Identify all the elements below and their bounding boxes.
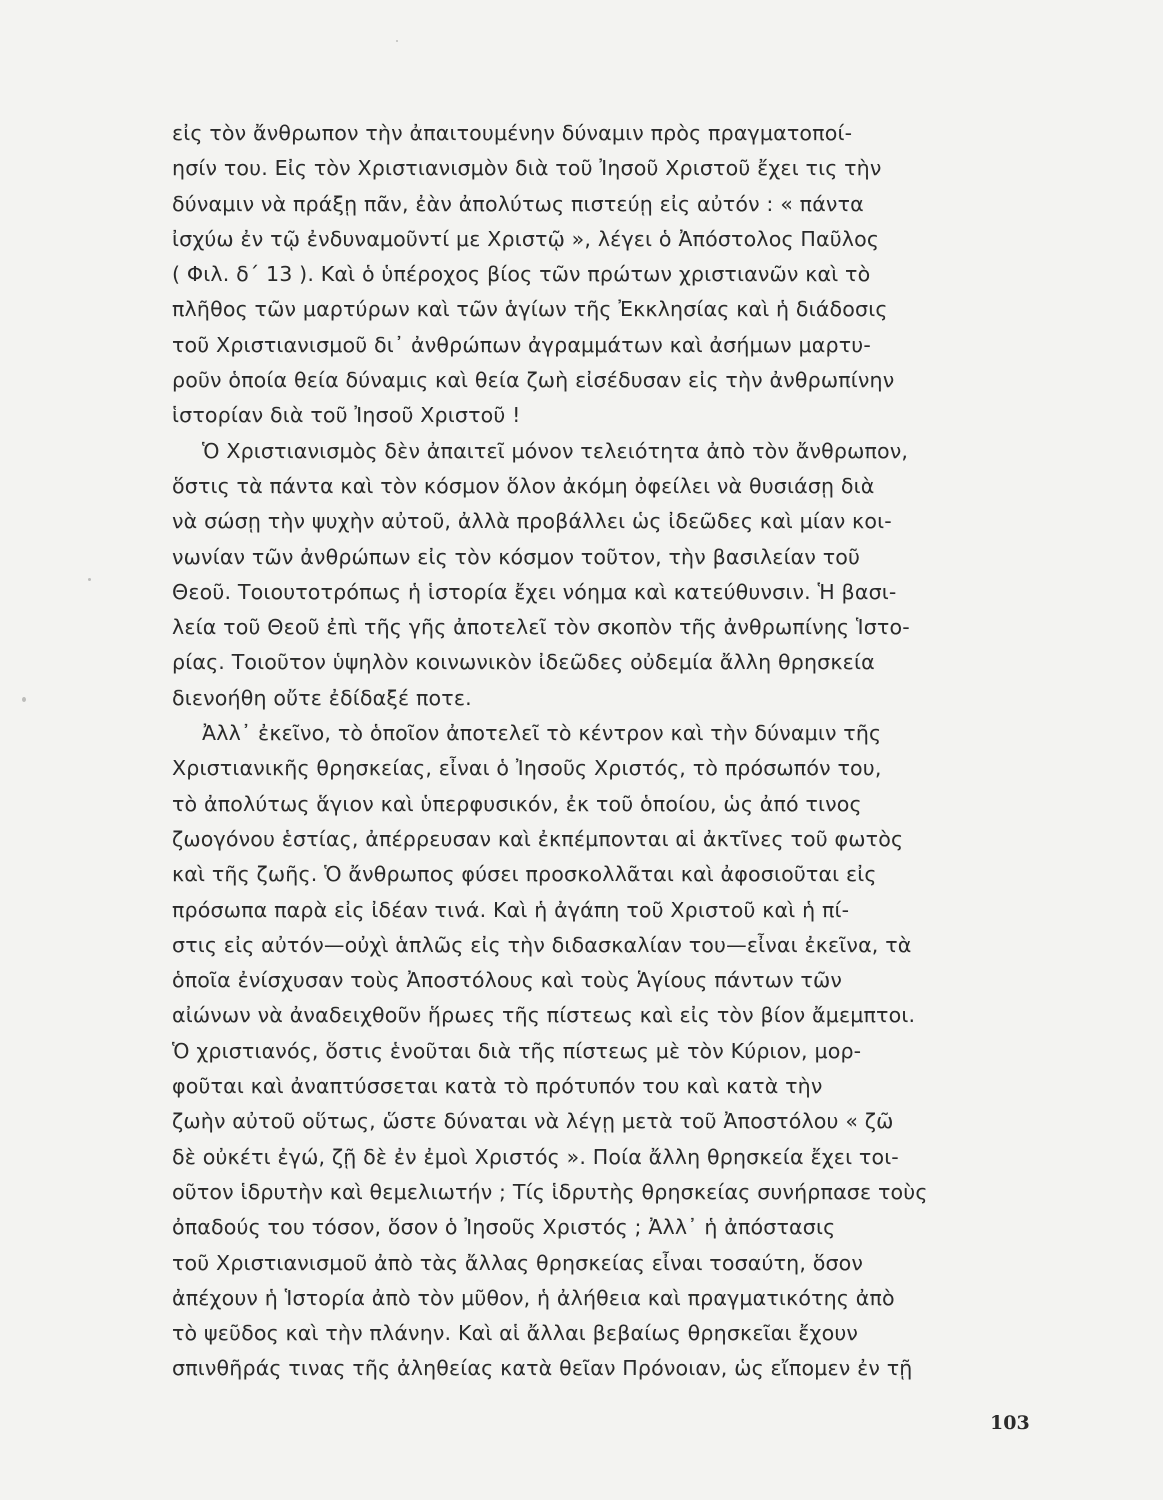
text-line: καὶ τῆς ζωῆς. Ὁ ἄνθρωπος φύσει προσκολλᾶται καὶ ἀφοσιοῦται εἰς: [172, 862, 877, 887]
text-line: σπινθῆράς τινας τῆς ἀληθείας κατὰ θεῖαν Πρόνοιαν, ὡς εἴπομεν ἐν τῇ: [172, 1356, 913, 1381]
text-line: ( Φιλ. δ΄ 13 ). Καὶ ὁ ὑπέροχος βίος τῶν πρώτων χριστιανῶν καὶ τὸ: [172, 262, 871, 287]
text-line: πλῆθος τῶν μαρτύρων καὶ τῶν ἁγίων τῆς Ἐκκλησίας καὶ ἡ διάδοσις: [172, 297, 888, 322]
paragraph-start-line: Ἀλλ᾽ ἐκεῖνο, τὸ ὁποῖον ἀποτελεῖ τὸ κέντρον καὶ τὴν δύναμιν τῆς: [202, 721, 882, 746]
paragraph-start-line: Ὁ Χριστιανισμὸς δὲν ἀπαιτεῖ μόνον τελειότητα ἀπὸ τὸν ἄνθρωπον,: [202, 438, 909, 463]
text-line: ὀπαδούς του τόσον, ὅσον ὁ Ἰησοῦς Χριστός ; Ἀλλ᾽ ἡ ἀπόστασις: [172, 1215, 836, 1240]
scan-speck: [22, 697, 26, 702]
text-line: λεία τοῦ Θεοῦ ἐπὶ τῆς γῆς ἀποτελεῖ τὸν σκοπὸν τῆς ἀνθρωπίνης Ἱστο-: [172, 615, 910, 640]
text-line: τὸ ἀπολύτως ἅγιον καὶ ὑπερφυσικόν, ἐκ τοῦ ὁποίου, ὡς ἀπό τινος: [172, 791, 862, 816]
text-line: νὰ σώσῃ τὴν ψυχὴν αὐτοῦ, ἀλλὰ προβάλλει ὡς ἰδεῶδες καὶ μίαν κοι-: [172, 509, 892, 534]
text-line: τὸ ψεῦδος καὶ τὴν πλάνην. Καὶ αἱ ἄλλαι βεβαίως θρησκεῖαι ἔχουν: [172, 1321, 859, 1346]
text-line: ρίας. Τοιοῦτον ὑψηλὸν κοινωνικὸν ἰδεῶδες οὐδεμία ἄλλη θρησκεία: [172, 650, 875, 675]
text-line: τοῦ Χριστιανισμοῦ ἀπὸ τὰς ἄλλας θρησκείας εἶναι τοσαύτη, ὅσον: [172, 1250, 864, 1275]
text-line: ἱστορίαν διὰ τοῦ Ἰησοῦ Χριστοῦ !: [172, 403, 521, 428]
text-line: δὲ οὐκέτι ἐγώ, ζῇ δὲ ἐν ἐμοὶ Χριστός ». Ποία ἄλλη θρησκεία ἔχει τοι-: [172, 1144, 899, 1169]
scan-speck: [396, 40, 398, 42]
text-line: ροῦν ὁποία θεία δύναμις καὶ θεία ζωὴ εἰσέδυσαν εἰς τὴν ἀνθρωπίνην: [172, 368, 895, 393]
text-line: ζωογόνου ἑστίας, ἀπέρρευσαν καὶ ἐκπέμπονται αἱ ἀκτῖνες τοῦ φωτὸς: [172, 826, 904, 851]
body-text: [172, 116, 1032, 1387]
page-number: 103: [990, 1412, 1030, 1434]
text-line: ησίν του. Εἰς τὸν Χριστιανισμὸν διὰ τοῦ Ἰησοῦ Χριστοῦ ἔχει τις τὴν: [172, 156, 882, 181]
text-line: Χριστιανικῆς θρησκείας, εἶναι ὁ Ἰησοῦς Χριστός, τὸ πρόσωπόν του,: [172, 756, 882, 781]
text-line: δύναμιν νὰ πράξῃ πᾶν, ἐὰν ἀπολύτως πιστεύῃ εἰς αὐτόν : « πάντα: [172, 191, 864, 216]
text-line: ζωὴν αὐτοῦ οὕτως, ὥστε δύναται νὰ λέγῃ μετὰ τοῦ Ἀποστόλου « ζῶ: [172, 1109, 894, 1134]
text-line: τοῦ Χριστιανισμοῦ δι᾽ ἀνθρώπων ἀγραμμάτων καὶ ἀσήμων μαρτυ-: [172, 332, 871, 357]
text-line: Ὁ χριστιανός, ὅστις ἑνοῦται διὰ τῆς πίστεως μὲ τὸν Κύριον, μορ-: [172, 1038, 862, 1063]
text-line: νωνίαν τῶν ἀνθρώπων εἰς τὸν κόσμον τοῦτον, τὴν βασιλείαν τοῦ: [172, 544, 861, 569]
text-line: διενοήθη οὔτε ἐδίδαξέ ποτε.: [172, 685, 472, 710]
text-line: στις εἰς αὐτόν—οὐχὶ ἁπλῶς εἰς τὴν διδασκαλίαν του—εἶναι ἐκεῖνα, τὰ: [172, 932, 912, 957]
text-line: αἰώνων νὰ ἀναδειχθοῦν ἥρωες τῆς πίστεως καὶ εἰς τὸν βίον ἄμεμπτοι.: [172, 1003, 916, 1028]
scan-speck: [88, 578, 91, 581]
text-line: φοῦται καὶ ἀναπτύσσεται κατὰ τὸ πρότυπόν του καὶ κατὰ τὴν: [172, 1074, 823, 1099]
text-line: ὁποῖα ἐνίσχυσαν τοὺς Ἀποστόλους καὶ τοὺς Ἁγίους πάντων τῶν: [172, 968, 843, 993]
text-line: Θεοῦ. Τοιουτοτρόπως ἡ ἱστορία ἔχει νόημα καὶ κατεύθυνσιν. Ἡ βασι-: [172, 579, 897, 604]
text-line: ὅστις τὰ πάντα καὶ τὸν κόσμον ὅλον ἀκόμη ὀφείλει νὰ θυσιάσῃ διὰ: [172, 473, 875, 498]
text-line: ἰσχύω ἐν τῷ ἐνδυναμοῦντί με Χριστῷ », λέγει ὁ Ἀπόστολος Παῦλος: [172, 226, 880, 251]
text-line: ἀπέχουν ἡ Ἱστορία ἀπὸ τὸν μῦθον, ἡ ἀλήθεια καὶ πραγματικότης ἀπὸ: [172, 1285, 895, 1310]
text-line: εἰς τὸν ἄνθρωπον τὴν ἀπαιτουμένην δύναμιν πρὸς πραγματοποί-: [172, 121, 853, 145]
text-line: οῦτον ἱδρυτὴν καὶ θεμελιωτήν ; Τίς ἱδρυτὴς θρησκείας συνήρπασε τοὺς: [172, 1179, 928, 1204]
text-line: πρόσωπα παρὰ εἰς ἰδέαν τινά. Καὶ ἡ ἀγάπη τοῦ Χριστοῦ καὶ ἡ πί-: [172, 897, 850, 922]
